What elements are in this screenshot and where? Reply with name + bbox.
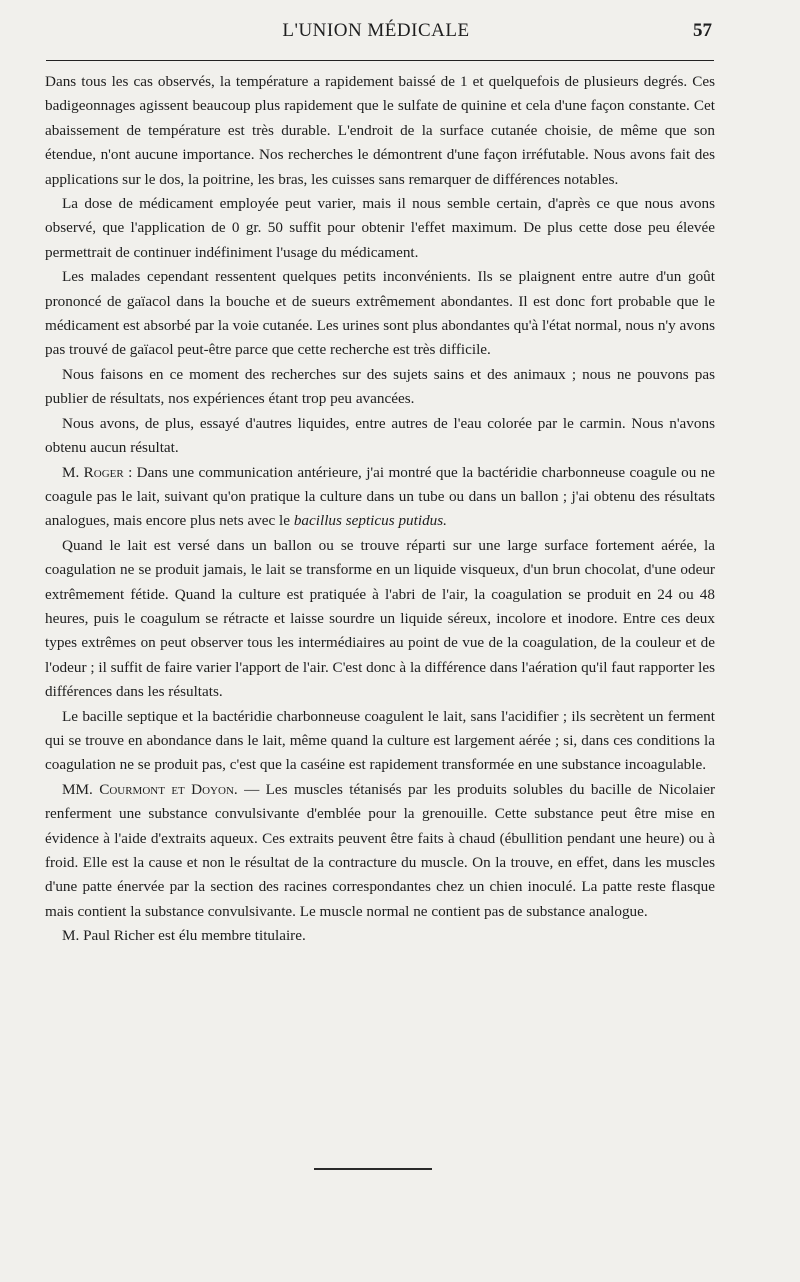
header-rule [46,60,714,61]
paragraph: La dose de médicament employée peut varier, mais il nous semble certain, d'après ce que nous avons observé, que l'application de 0 gr. 50 suffit pour obtenir l'effet maximum. De plus cette dose peu élevée permettrait de continuer indéfiniment l'usage du médicament. [45,195,715,261]
journal-title: L'UNION MÉDICALE [282,20,470,41]
paragraph: Nous avons, de plus, essayé d'autres liquides, entre autres de l'eau colorée par le carmin. Nous n'avons obtenu aucun résultat. [45,414,715,457]
paragraph: M. Paul Richer est élu membre titulaire. [62,927,306,945]
running-header [40,20,712,46]
paragraph: Le bacille septique et la bactéridie charbonneuse coagulent le lait, sans l'acidifier ; ils secrètent un ferment qui se trouve en abondance dans le lait, même quand la culture est largement aérée ; si, dans ces conditions la coagulation ne se produit pas, c'est que la caséine est rapidement transformée en une substance incoagulable. [45,707,715,774]
italic-term: bacillus septicus putidus. [293,512,447,530]
article-body [45,70,715,949]
paragraph-text: Dans une communication antérieure, j'ai montré que la bactéridie charbonneuse coagule ou ne coagule pas le lait, suivant qu'on pratique la culture dans un tube ou dans un ballon ; j'ai obtenu des résultats analogues, mais encore plus nets avec le [45,463,715,530]
paragraph: Les malades cependant ressentent quelques petits inconvénients. Ils se plaignent entre autre d'un goût prononcé de gaïacol dans la bouche et de sueurs extrêmement abondantes. Il est donc fort probable que le médicament est absorbé par la voie cutanée. Les urines sont plus abondantes qu'à l'état normal, nous n'y avons pas trouvé de gaïacol peut-être parce que cette recherche est très difficile. [45,268,715,359]
paragraph [45,461,715,534]
paragraph: Quand le lait est versé dans un ballon ou se trouve réparti sur une large surface fortement aérée, la coagulation ne se produit jamais, le lait se transforme en un liquide visqueux, d'un brun chocolat, d'une odeur extrêmement fétide. Quand la culture est pratiquée à l'abri de l'air, la coagulation se produit en 24 ou 48 heures, puis le coagulum se rétracte et laisse sourdre un liquide séreux, incolore et inodore. Entre ces deux types extrêmes on peut observer tous les intermédiaires au point de vue de la coagulation, de la couleur et de l'odeur ; il suffit de faire varier l'apport de l'air. C'est donc à la différence dans l'aération qu'il faut rapporter les différences dans les résultats. [45,536,715,701]
paragraph: Dans tous les cas observés, la température a rapidement baissé de 1 et quelquefois de plusieurs degrés. Ces badigeonnages agissent beaucoup plus rapidement que le sulfate de quinine et cela d'une façon constante. Cet abaissement de température est très durable. L'endroit de la surface cutanée choisie, de même que son étendue, n'ont aucune importance. Nos recherches le démontrent d'une façon irréfutable. Nous avons fait des applications sur le dos, la poitrine, les bras, les cuisses sans remarquer de différences notables. [45,73,715,188]
paragraph-text: Les muscles tétanisés par les produits solubles du bacille de Nicolaier renferment une substance convulsivante d'emblée pour la grenouille. Cette substance peut être mise en évidence à l'aide d'extraits aqueux. Ces extraits peuvent être faits à chaud (ébullition pendant une heure) ou à froid. Elle est la cause et non le résultat de la contracture du muscle. On la trouve, en effet, dans les muscles d'une patte énervée par la section des racines correspondantes chez un chien inoculé. La patte reste flasque mais contient la substance convulsivante. Le muscle normal ne contient pas de substance analogue. [45,780,716,920]
speaker-name: MM. Courmont et Doyon. — [62,780,260,798]
paragraph [45,778,715,924]
speaker-name: M. Roger : [62,463,133,481]
paragraph: Nous faisons en ce moment des recherches sur des sujets sains et des animaux ; nous ne pouvons pas publier de résultats, nos expériences étant trop peu avancées. [45,365,715,408]
page-number: 57 [693,20,712,41]
closing-rule [314,1168,432,1170]
